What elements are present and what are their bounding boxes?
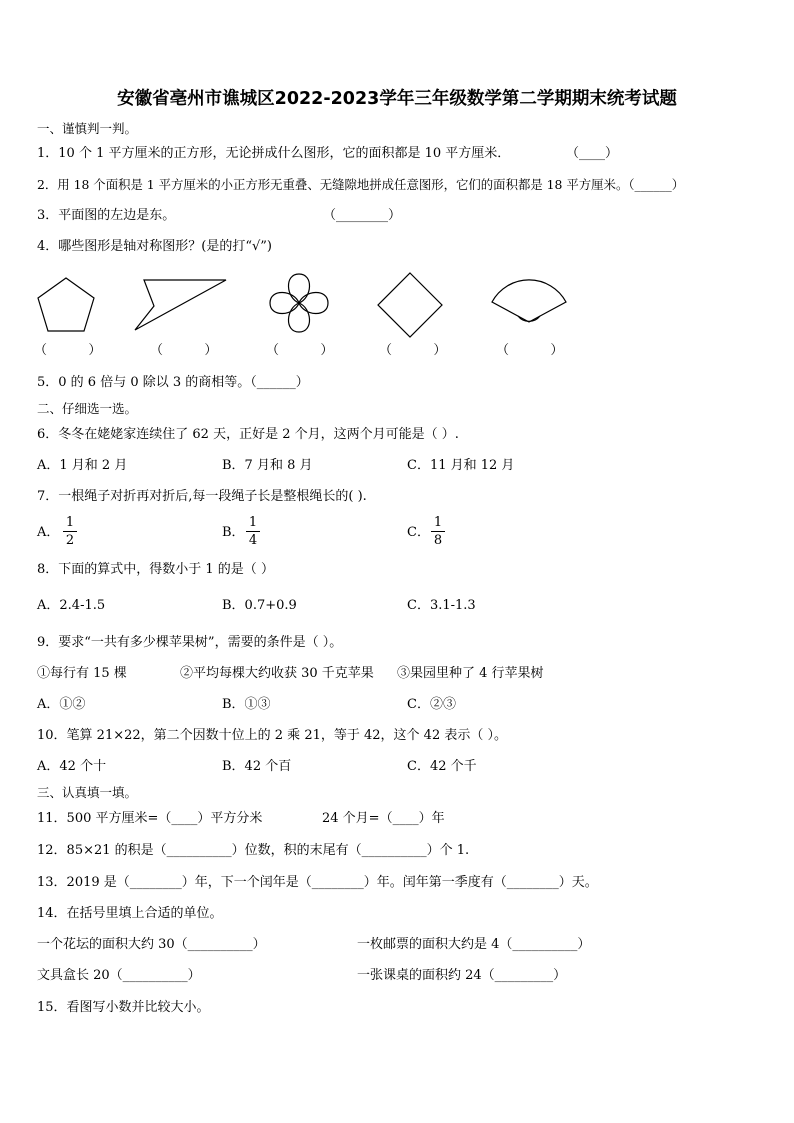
section-heading-judge: 一、谨慎判一判。 bbox=[37, 121, 138, 136]
question-4-answer-1[interactable]: （ ） bbox=[34, 343, 102, 358]
fan-shape bbox=[488, 272, 570, 332]
question-9-condition-2: ②平均每棵大约收获 30 千克苹果 bbox=[180, 666, 374, 681]
question-12: 12．85×21 的积是（__________）位数，积的末尾有（__________）个 1. bbox=[37, 843, 470, 858]
question-2: 2．用 18 个面积是 1 平方厘米的小正方形无重叠、无缝隙地拼成任意图形，它们的面积都是 18 平方厘米。（______） bbox=[37, 177, 685, 192]
section-heading-fill: 三、认真填一填。 bbox=[37, 785, 138, 800]
pentagon-shape bbox=[35, 276, 97, 334]
question-7-option-b-fraction bbox=[246, 515, 260, 548]
question-7-option-c-fraction bbox=[431, 515, 445, 548]
question-3: 3．平面图的左边是东。 bbox=[37, 208, 176, 223]
question-4-answer-4[interactable]: （ ） bbox=[379, 343, 447, 358]
question-14-item-3[interactable]: 文具盒长 20（__________） bbox=[37, 968, 201, 983]
question-10-option-c[interactable]: C．42 个千 bbox=[407, 759, 477, 774]
question-9-option-c[interactable]: C．②③ bbox=[407, 697, 456, 712]
question-6: 6．冬冬在姥姥家连续住了 62 天，正好是 2 个月，这两个月可能是（ ）. bbox=[37, 427, 459, 442]
question-9-condition-3: ③果园里种了 4 行苹果树 bbox=[397, 666, 544, 681]
question-9-option-a[interactable]: A．①② bbox=[37, 697, 86, 712]
question-10-option-a[interactable]: A．42 个十 bbox=[37, 759, 107, 774]
question-15: 15．看图写小数并比较大小。 bbox=[37, 1000, 210, 1015]
question-8: 8．下面的算式中，得数小于 1 的是（ ） bbox=[37, 562, 274, 577]
page-title: 安徽省亳州市谯城区2022-2023学年三年级数学第二学期期末统考试题 bbox=[117, 89, 677, 109]
question-6-option-a[interactable]: A．1 月和 2 月 bbox=[37, 458, 128, 473]
fraction-numerator: 1 bbox=[65, 515, 75, 530]
irregular-quadrilateral-shape bbox=[132, 276, 228, 334]
question-9: 9．要求“一共有多少棵苹果树”，需要的条件是（ ）。 bbox=[37, 635, 343, 650]
question-9-option-b[interactable]: B．①③ bbox=[222, 697, 271, 712]
question-14: 14．在括号里填上合适的单位。 bbox=[37, 906, 223, 921]
question-11: 11．500 平方厘米=（____）平方分米 bbox=[37, 811, 263, 826]
question-1: 1．10 个 1 平方厘米的正方形，无论拼成什么图形，它的面积都是 10 平方厘米． bbox=[37, 146, 511, 161]
question-4-answer-3[interactable]: （ ） bbox=[266, 343, 334, 358]
question-7-option-a-label[interactable]: A． bbox=[37, 525, 60, 540]
question-10-option-b[interactable]: B．42 个百 bbox=[222, 759, 292, 774]
question-14-item-4[interactable]: 一张课桌的面积约 24（_________） bbox=[357, 968, 567, 983]
fraction-numerator: 1 bbox=[433, 515, 443, 530]
fraction-denominator: 4 bbox=[248, 533, 258, 548]
question-4-answer-5[interactable]: （ ） bbox=[496, 343, 564, 358]
question-3-answer-blank[interactable]: （________） bbox=[323, 208, 402, 223]
question-8-option-a[interactable]: A．2.4-1.5 bbox=[37, 598, 106, 613]
question-6-option-b[interactable]: B．7 月和 8 月 bbox=[222, 458, 313, 473]
four-leaf-clover-shape bbox=[266, 270, 332, 336]
fraction-numerator: 1 bbox=[248, 515, 258, 530]
question-7-option-b-label[interactable]: B． bbox=[222, 525, 245, 540]
question-13: 13．2019 是（________）年，下一个闰年是（________）年。闰年第一季度有（________）天。 bbox=[37, 875, 598, 890]
question-7-option-a-fraction bbox=[63, 515, 77, 548]
question-11-part-b: 24 个月=（____）年 bbox=[322, 811, 445, 826]
diamond-square-shape bbox=[375, 270, 445, 340]
question-8-option-b[interactable]: B．0.7+0.9 bbox=[222, 598, 297, 613]
question-10: 10．笔算 21×22，第二个因数十位上的 2 乘 21，等于 42，这个 42 表示（ ）。 bbox=[37, 728, 507, 743]
question-9-condition-1: ①每行有 15 棵 bbox=[37, 666, 127, 681]
question-14-item-2[interactable]: 一枚邮票的面积大约是 4（__________） bbox=[357, 937, 591, 952]
question-7-option-c-label[interactable]: C． bbox=[407, 525, 430, 540]
question-1-answer-blank[interactable]: （____） bbox=[566, 146, 619, 161]
question-14-item-1[interactable]: 一个花坛的面积大约 30（__________） bbox=[37, 937, 266, 952]
question-8-option-c[interactable]: C．3.1-1.3 bbox=[407, 598, 476, 613]
fraction-denominator: 2 bbox=[65, 533, 75, 548]
fraction-denominator: 8 bbox=[433, 533, 443, 548]
question-5: 5．0 的 6 倍与 0 除以 3 的商相等。（______） bbox=[37, 375, 309, 390]
question-4-answer-2[interactable]: （ ） bbox=[150, 343, 218, 358]
question-6-option-c[interactable]: C．11 月和 12 月 bbox=[407, 458, 515, 473]
section-heading-choose: 二、仔细选一选。 bbox=[37, 401, 138, 416]
question-7: 7．一根绳子对折再对折后,每一段绳子长是整根绳长的( ). bbox=[37, 489, 367, 504]
question-4: 4．哪些图形是轴对称图形？(是的打“√”) bbox=[37, 239, 272, 254]
